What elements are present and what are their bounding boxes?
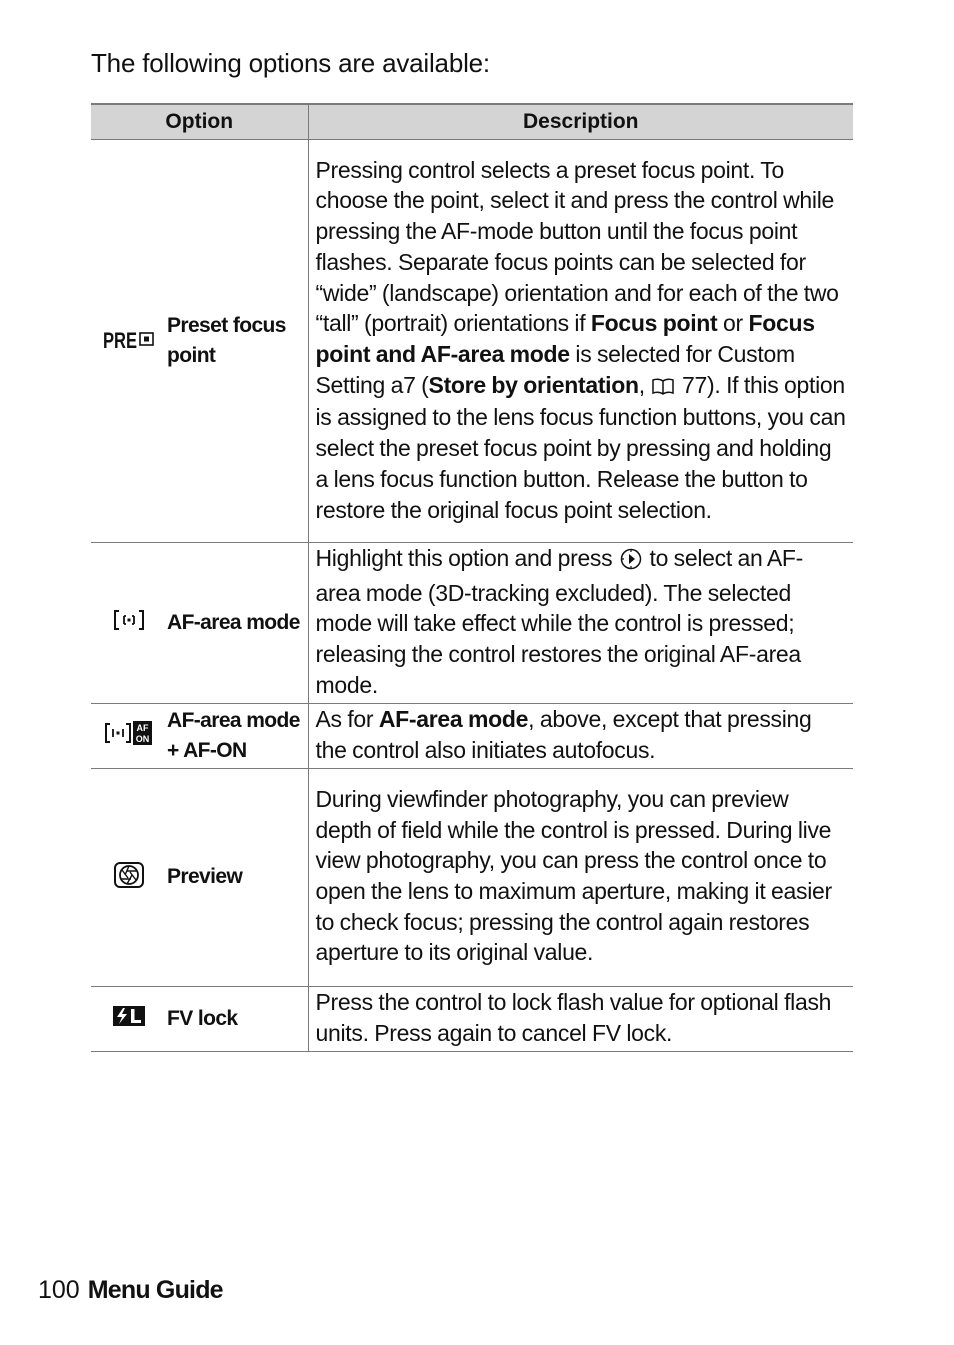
intro-text: The following options are available: [91, 48, 490, 78]
option-label: AF-area mode + AF-ON [167, 703, 308, 768]
preset-focus-point-icon [103, 326, 155, 357]
bold-term: Focus point [590, 310, 718, 337]
bold-term: AF-area mode [378, 705, 529, 732]
page-number: 100 [38, 1276, 80, 1304]
bold-term: Focus point and AF-area mode [315, 310, 815, 367]
af-area-mode-af-on-icon [104, 719, 154, 752]
header-option: Option [91, 104, 308, 140]
preview-icon [113, 861, 145, 894]
options-table [91, 103, 853, 1052]
svg-text:PRE: PRE [103, 327, 137, 352]
option-label: Preset focus point [167, 140, 308, 543]
svg-text:ON: ON [135, 734, 150, 745]
header-description: Description [308, 104, 853, 140]
af-area-mode-icon [112, 607, 146, 638]
svg-text:AF: AF [136, 723, 149, 734]
option-label: FV lock [167, 986, 308, 1051]
option-description: Pressing control selects a preset focus point. To choose the point, select it and press the control while pressing the AF-mode button until the focus point flashes. Separate focus points can be selected for “wide” (landscape) orientation and for each of the two “tall” (portrait) orientations if Focus point or Focus point and AF-area mode is selected for Custom Setting a7 (Store by orientation, 77). If this option is assigned to the lens focus function buttons, you can select the preset focus point by pressing and holding a lens focus function button. Release the button to restore the original focus point selection. [308, 140, 853, 543]
option-description: As for AF-area mode, above, except that pressing the control also initiates autofocus. [308, 703, 853, 768]
book-icon [652, 372, 674, 403]
multi-selector-right-icon [620, 547, 642, 578]
bold-term: Store by orientation [428, 371, 639, 398]
option-description: Highlight this option and press to select an AF-area mode (3D-tracking excluded). The selected mode will take effect while the control is pressed; releasing the control restores the original AF-area mode. [308, 543, 853, 704]
option-description: During viewfinder photography, you can preview depth of field while the control is pressed. During live view photography, you can press the control once to open the lens to maximum aperture, making it easier to check focus; pressing the control again restores aperture to its original value. [308, 768, 853, 986]
table-header-row [91, 104, 853, 140]
table-row [91, 986, 853, 1051]
table-row [91, 140, 853, 543]
table-row [91, 543, 853, 704]
option-label: AF-area mode [167, 543, 308, 704]
option-label: Preview [167, 768, 308, 986]
section-title: Menu Guide [87, 1276, 223, 1304]
table-row [91, 703, 853, 768]
page-footer [38, 1276, 223, 1305]
option-description: Press the control to lock flash value for optional flash units. Press again to cancel FV lock. [308, 986, 853, 1051]
fv-lock-icon [112, 1004, 146, 1033]
table-row [91, 768, 853, 986]
